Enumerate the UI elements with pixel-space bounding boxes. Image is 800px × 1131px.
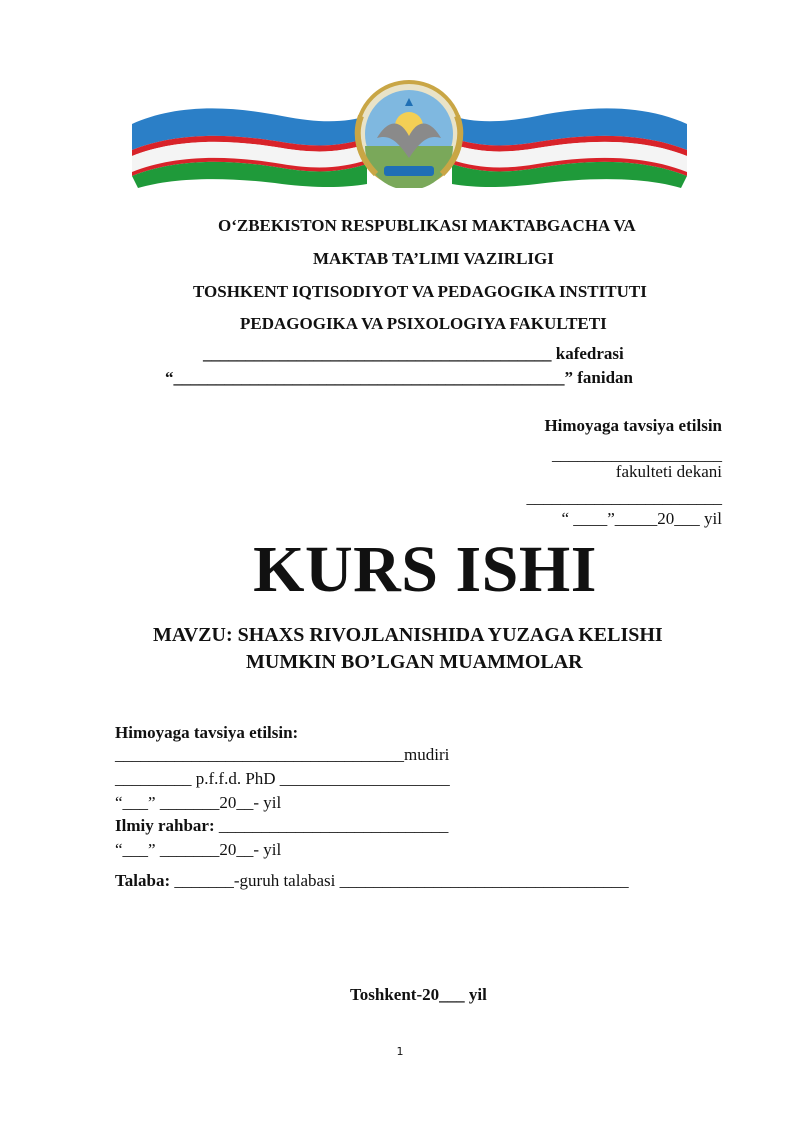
head-of-department-line: __________________________________mudiri	[115, 745, 450, 764]
flag-left	[132, 108, 367, 188]
approval-title: Himoyaga tavsiya etilsin	[544, 416, 722, 435]
flag-right	[452, 108, 687, 188]
ministry-name-line1: O‘ZBEKISTON RESPUBLIKASI MAKTABGACHA VA	[218, 216, 636, 235]
page-number: 1	[396, 1045, 404, 1058]
supervisor-blank: ___________________________	[214, 816, 449, 835]
approval-date: “ ____”_____20___ yil	[561, 509, 722, 528]
student-blank: _______-guruh talabasi __________________________________	[170, 871, 629, 890]
student-line	[115, 871, 629, 891]
department-line: _________________________________________ kafedrasi	[203, 344, 624, 363]
topic-line2: MUMKIN BO’LGAN MUAMMOLAR	[246, 651, 583, 673]
dean-label: fakulteti dekani	[615, 462, 722, 481]
phd-line: _________ p.f.f.d. PhD ____________________	[115, 769, 450, 788]
supervisor-label: Ilmiy rahbar:	[115, 816, 215, 835]
student-label: Talaba:	[115, 871, 171, 890]
dean-name-blank: _______________________	[526, 488, 722, 507]
subject-line: “______________________________________________” fanidan	[165, 368, 633, 387]
ministry-name-line2: MAKTAB TA’LIMI VAZIRLIGI	[313, 249, 554, 268]
document-title: KURS ISHI	[253, 533, 597, 606]
faculty-name: PEDAGOGIKA VA PSIXOLOGIYA FAKULTETI	[240, 314, 607, 333]
uzbekistan-emblem-icon	[132, 76, 687, 188]
date-line-1: “___” _______20__- yil	[115, 793, 282, 812]
approval-blank-line: ____________________	[552, 445, 722, 464]
date-line-2: “___” _______20__- yil	[115, 840, 282, 859]
topic-line1: MAVZU: SHAXS RIVOJLANISHIDA YUZAGA KELISHI	[153, 624, 663, 646]
city-year: Toshkent-20___ yil	[350, 985, 487, 1004]
state-emblem	[357, 82, 461, 188]
institute-name: TOSHKENT IQTISODIYOT VA PEDAGOGIKA INSTITUTI	[193, 282, 647, 301]
supervisor-line	[115, 816, 448, 836]
recommend-label: Himoyaga tavsiya etilsin:	[115, 723, 299, 742]
